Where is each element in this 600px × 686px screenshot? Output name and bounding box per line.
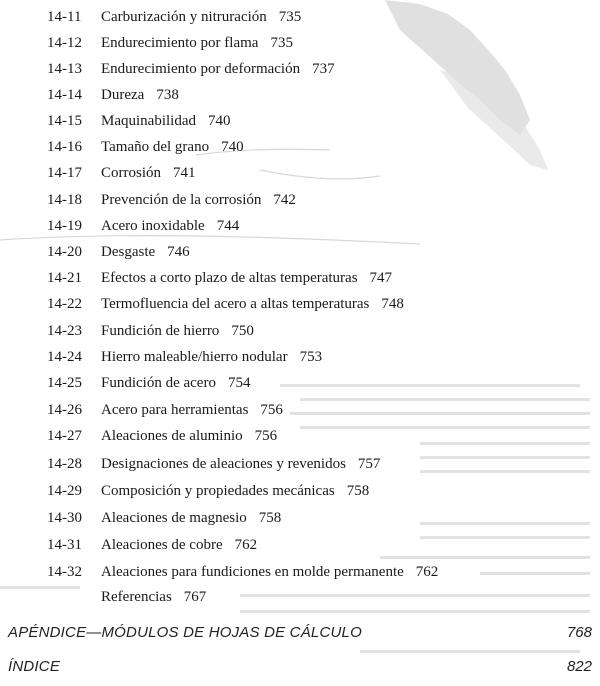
section-number: 14-32 xyxy=(47,564,82,580)
section-title: Composición y propiedades mecánicas xyxy=(101,483,335,499)
page-number: 742 xyxy=(273,192,296,208)
section-title: Dureza xyxy=(101,87,145,103)
section-number: 14-23 xyxy=(47,323,82,339)
section-title: Corrosión xyxy=(101,165,161,181)
page-number: 758 xyxy=(346,483,370,499)
page-number: 738 xyxy=(156,87,179,103)
section-number: 14-14 xyxy=(47,87,82,103)
section-title: Referencias xyxy=(101,589,172,605)
page-number: 762 xyxy=(415,564,439,580)
page-number: 757 xyxy=(357,456,381,472)
section-number: 14-30 xyxy=(47,510,82,526)
index-title: ÍNDICE xyxy=(8,658,61,675)
section-title: Efectos a corto plazo de altas temperaturas xyxy=(101,270,358,286)
section-number: 14-22 xyxy=(47,296,82,312)
section-number: 14-12 xyxy=(47,35,82,51)
section-title: Desgaste xyxy=(101,244,156,260)
page-number: 754 xyxy=(227,375,251,391)
page-number: 735 xyxy=(278,9,302,25)
appendix-entry[interactable] xyxy=(8,622,592,644)
page-number: 753 xyxy=(299,349,323,365)
page-number: 735 xyxy=(270,35,293,51)
page-number: 767 xyxy=(183,589,207,605)
index-entry[interactable] xyxy=(8,656,592,678)
section-number: 14-24 xyxy=(47,349,82,365)
page-number: 762 xyxy=(234,537,258,553)
page-number: 758 xyxy=(258,510,282,526)
section-number: 14-25 xyxy=(47,375,82,391)
appendix-page-number: 768 xyxy=(566,624,592,641)
section-title: Designaciones de aleaciones y revenidos xyxy=(101,456,346,472)
page-number: 747 xyxy=(369,270,393,286)
section-title: Aleaciones de aluminio xyxy=(101,428,243,444)
section-title: Carburización y nitruración xyxy=(101,9,267,25)
section-number: 14-16 xyxy=(47,139,82,155)
page-number: 756 xyxy=(254,428,278,444)
index-page-number: 822 xyxy=(566,658,592,675)
section-title: Hierro maleable/hierro nodular xyxy=(101,349,288,365)
section-number: 14-26 xyxy=(47,402,82,418)
section-title: Prevención de la corrosión xyxy=(101,192,262,208)
section-number: 14-17 xyxy=(47,165,82,181)
section-number: 14-28 xyxy=(47,456,82,472)
section-number: 14-29 xyxy=(47,483,82,499)
page-number: 740 xyxy=(207,113,231,129)
appendix-title: APÉNDICE—MÓDULOS DE HOJAS DE CÁLCULO xyxy=(8,624,362,641)
section-number: 14-31 xyxy=(47,537,82,553)
page-number: 737 xyxy=(312,61,335,77)
section-number: 14-11 xyxy=(47,9,82,25)
section-number: 14-21 xyxy=(47,270,82,286)
section-title: Endurecimiento por flama xyxy=(101,35,259,51)
section-title: Tamaño del grano xyxy=(101,139,210,155)
section-number: 14-19 xyxy=(47,218,82,234)
page-number: 744 xyxy=(216,218,240,234)
page-number: 748 xyxy=(381,296,404,312)
page-number: 750 xyxy=(231,323,254,339)
section-title: Termofluencia del acero a altas temperaturas xyxy=(101,296,370,312)
page-number: 756 xyxy=(260,402,283,418)
section-number: 14-20 xyxy=(47,244,82,260)
page-number: 746 xyxy=(167,244,190,260)
page-number: 740 xyxy=(221,139,244,155)
section-number: 14-13 xyxy=(47,61,82,77)
section-title: Fundición de acero xyxy=(101,375,216,391)
section-number: 14-27 xyxy=(47,428,82,444)
section-title: Maquinabilidad xyxy=(101,113,196,129)
section-title: Fundición de hierro xyxy=(101,323,220,339)
section-number: 14-18 xyxy=(47,192,82,208)
section-number: 14-15 xyxy=(47,113,82,129)
page-number: 741 xyxy=(173,165,196,181)
section-title: Acero inoxidable xyxy=(101,218,205,234)
section-title: Acero para herramientas xyxy=(101,402,249,418)
section-title: Endurecimiento por deformación xyxy=(101,61,301,77)
section-title: Aleaciones de magnesio xyxy=(101,510,247,526)
section-title: Aleaciones de cobre xyxy=(101,537,223,553)
section-title: Aleaciones para fundiciones en molde permanente xyxy=(101,564,404,580)
